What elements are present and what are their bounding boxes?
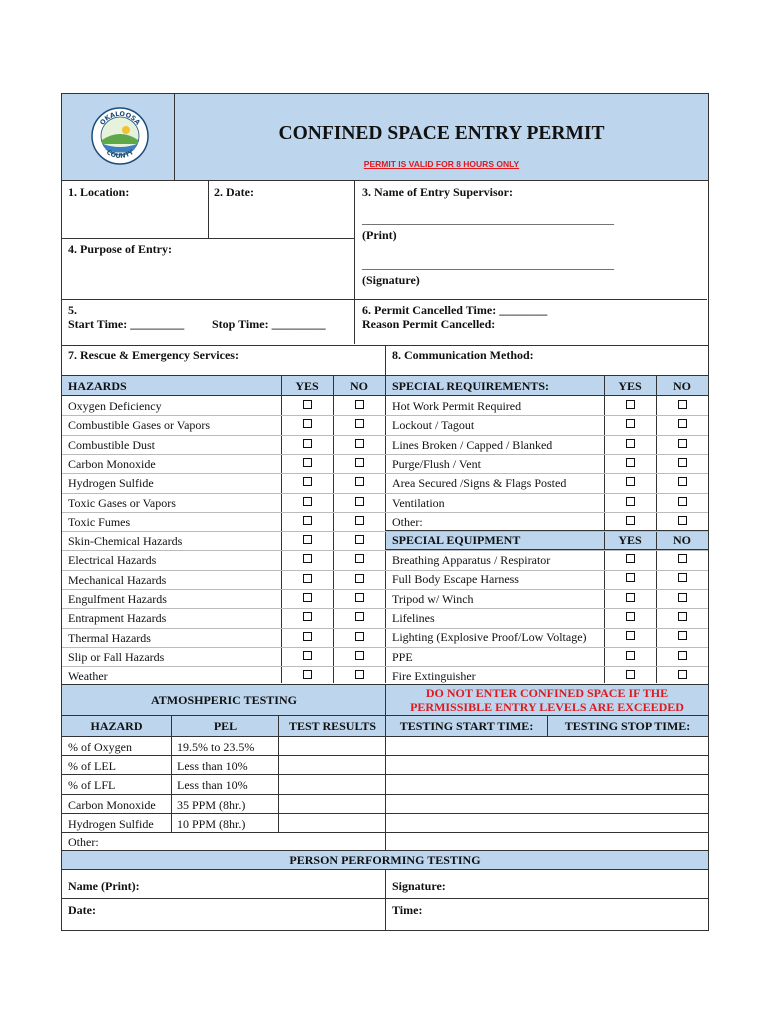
- divider: [354, 181, 355, 344]
- row-line: [62, 512, 708, 513]
- hazard-yes-checkbox[interactable]: [303, 458, 312, 467]
- svg-text:OKALOOSA: OKALOOSA: [98, 109, 142, 127]
- requirement-item-label: Hot Work Permit Required: [392, 399, 522, 413]
- hazard-item-label: Slip or Fall Hazards: [68, 649, 165, 664]
- equipment-no-checkbox[interactable]: [678, 554, 687, 563]
- hazard-item-label: Engulfment Hazards: [68, 592, 167, 606]
- equipment-no-checkbox[interactable]: [678, 573, 687, 582]
- hazard-no-checkbox[interactable]: [355, 554, 364, 563]
- equipment-item-label: PPE: [392, 649, 413, 664]
- services-row: [61, 345, 709, 376]
- equipment-yes-checkbox[interactable]: [626, 670, 635, 679]
- requirement-yes-checkbox[interactable]: [626, 497, 635, 506]
- requirement-item-label: Lockout / Tagout: [392, 418, 475, 433]
- hazard-item-label: Thermal Hazards: [68, 630, 151, 645]
- divider: [208, 181, 209, 239]
- communication-method-field[interactable]: 8. Communication Method:: [392, 348, 534, 362]
- divider: [656, 376, 657, 683]
- requirement-yes-checkbox[interactable]: [626, 516, 635, 525]
- hazard-yes-checkbox[interactable]: [303, 516, 312, 525]
- hazard-no-checkbox[interactable]: [355, 651, 364, 660]
- page-title: CONFINED SPACE ENTRY PERMIT: [278, 123, 605, 144]
- hazard-no-checkbox[interactable]: [355, 612, 364, 621]
- equipment-yes-checkbox[interactable]: [626, 651, 635, 660]
- hazard-yes-checkbox[interactable]: [303, 497, 312, 506]
- requirement-no-checkbox[interactable]: [678, 439, 687, 448]
- hazard-item-label: Oxygen Deficiency: [68, 399, 162, 413]
- stop-time-field[interactable]: Stop Time: _________: [212, 317, 326, 331]
- permit-cancelled-time-field[interactable]: 6. Permit Cancelled Time: ________: [362, 303, 548, 317]
- atmospheric-testing: [61, 684, 709, 851]
- divider: [604, 376, 605, 683]
- row-line: [62, 473, 708, 474]
- hazard-yes-checkbox[interactable]: [303, 651, 312, 660]
- hazard-item-label: Mechanical Hazards: [68, 572, 167, 587]
- hazards-heading: HAZARDS: [68, 379, 127, 393]
- row-line: [62, 454, 708, 455]
- row-line: [62, 570, 708, 571]
- row-line: [62, 415, 708, 416]
- atmospheric-pel-value: Less than 10%: [177, 759, 248, 774]
- atmospheric-pel-value: 10 PPM (8hr.): [177, 816, 246, 831]
- hazard-yes-checkbox[interactable]: [303, 419, 312, 428]
- hazard-no-checkbox[interactable]: [355, 632, 364, 641]
- equipment-no-heading: NO: [673, 533, 691, 547]
- requirement-item-label: Ventilation: [392, 495, 445, 510]
- start-time-field[interactable]: Start Time: _________: [68, 317, 185, 331]
- hazard-no-checkbox[interactable]: [355, 535, 364, 544]
- logo-cell: [62, 94, 175, 180]
- equipment-no-checkbox[interactable]: [678, 593, 687, 602]
- atmospheric-hazard-label: Hydrogen Sulfide: [68, 816, 154, 831]
- col-pel: PEL: [213, 719, 238, 733]
- atmospheric-pel-value: 19.5% to 23.5%: [177, 740, 255, 754]
- hazard-item-label: Weather: [68, 669, 108, 684]
- hazard-item-label: Electrical Hazards: [68, 553, 157, 568]
- divider: [62, 898, 708, 899]
- test-result-cell[interactable]: [279, 775, 385, 794]
- testing-time-cell[interactable]: [386, 775, 708, 794]
- print-label: (Print): [362, 228, 397, 242]
- equipment-no-checkbox[interactable]: [678, 612, 687, 621]
- requirement-item-label: Area Secured /Signs & Flags Posted: [392, 476, 567, 491]
- requirement-no-checkbox[interactable]: [678, 419, 687, 428]
- requirement-yes-checkbox[interactable]: [626, 477, 635, 486]
- rescue-services-field[interactable]: 7. Rescue & Emergency Services:: [68, 348, 239, 362]
- special-equipment-heading: SPECIAL EQUIPMENT: [392, 533, 521, 547]
- equipment-no-checkbox[interactable]: [678, 631, 687, 640]
- hazards-no-heading: NO: [350, 379, 368, 393]
- equipment-yes-checkbox[interactable]: [626, 554, 635, 563]
- entry-warning-line-2: PERMISSIBLE ENTRY LEVELS ARE EXCEEDED: [410, 700, 684, 714]
- requirement-no-checkbox[interactable]: [678, 497, 687, 506]
- testing-time-cell[interactable]: [386, 737, 708, 756]
- atmospheric-hazard-label: % of LEL: [68, 759, 116, 774]
- requirement-no-checkbox[interactable]: [678, 516, 687, 525]
- row-line: [62, 666, 708, 667]
- hazard-yes-checkbox[interactable]: [303, 632, 312, 641]
- equipment-item-label: Lifelines: [392, 610, 435, 625]
- row-line: [62, 550, 708, 551]
- row-line: [62, 493, 708, 494]
- atmospheric-other-field[interactable]: Other:: [68, 835, 99, 849]
- requirement-item-label: Purge/Flush / Vent: [392, 456, 481, 471]
- equipment-yes-checkbox[interactable]: [626, 631, 635, 640]
- requirement-no-checkbox[interactable]: [678, 400, 687, 409]
- row-line: [62, 608, 708, 609]
- county-seal-logo: [90, 106, 150, 166]
- tester-heading: PERSON PERFORMING TESTING: [289, 853, 481, 867]
- hazard-yes-checkbox[interactable]: [303, 670, 312, 679]
- tester-signature-field[interactable]: Signature:: [392, 879, 446, 893]
- requirement-yes-checkbox[interactable]: [626, 419, 635, 428]
- location-field[interactable]: 1. Location:: [68, 185, 130, 199]
- supervisor-signature-line[interactable]: __________________________________________: [362, 257, 614, 271]
- equipment-yes-checkbox[interactable]: [626, 593, 635, 602]
- atmospheric-hazard-label: % of LFL: [68, 778, 116, 793]
- hazard-no-checkbox[interactable]: [355, 497, 364, 506]
- requirement-item-label: Lines Broken / Capped / Blanked: [392, 437, 553, 452]
- testing-time-cell[interactable]: [386, 756, 708, 775]
- hazard-item-label: Entrapment Hazards: [68, 611, 167, 626]
- divider: [385, 376, 386, 683]
- tester-time-field[interactable]: Time:: [392, 903, 423, 917]
- date-field[interactable]: 2. Date:: [214, 185, 254, 199]
- row-line: [62, 628, 708, 629]
- hazard-yes-checkbox[interactable]: [303, 612, 312, 621]
- hazard-item-label: Combustible Dust: [68, 437, 156, 452]
- hazard-yes-checkbox[interactable]: [303, 400, 312, 409]
- test-result-cell[interactable]: [279, 756, 385, 775]
- entry-supervisor-label: 3. Name of Entry Supervisor:: [362, 185, 513, 199]
- hazard-yes-checkbox[interactable]: [303, 477, 312, 486]
- row-line: [62, 531, 708, 532]
- requirement-yes-checkbox[interactable]: [626, 400, 635, 409]
- general-info: [61, 181, 709, 346]
- entry-warning-line-1: DO NOT ENTER CONFINED SPACE IF THE: [425, 686, 669, 700]
- hazard-no-checkbox[interactable]: [355, 516, 364, 525]
- atmospheric-pel-value: 35 PPM (8hr.): [177, 797, 246, 812]
- equipment-item-label: Full Body Escape Harness: [392, 572, 519, 587]
- divider: [333, 376, 334, 683]
- requirement-yes-checkbox[interactable]: [626, 458, 635, 467]
- hazard-yes-checkbox[interactable]: [303, 554, 312, 563]
- hazard-item-label: Toxic Gases or Vapors: [68, 495, 176, 510]
- row-line: [62, 589, 708, 590]
- atmospheric-heading: ATMOSHPERIC TESTING: [151, 693, 297, 707]
- hazard-no-checkbox[interactable]: [355, 477, 364, 486]
- divider: [385, 346, 386, 375]
- requirement-no-checkbox[interactable]: [678, 458, 687, 467]
- signature-label: (Signature): [362, 273, 420, 287]
- atmospheric-hazard-label: % of Oxygen: [68, 740, 132, 754]
- hazard-yes-checkbox[interactable]: [303, 535, 312, 544]
- divider: [281, 376, 282, 683]
- equipment-yes-checkbox[interactable]: [626, 573, 635, 582]
- supervisor-print-line[interactable]: __________________________________________: [362, 212, 614, 226]
- col-testing-start-time: TESTING START TIME:: [399, 719, 534, 733]
- divider: [547, 716, 548, 737]
- requirements-yes-heading: YES: [618, 379, 642, 393]
- col-testing-stop-time: TESTING STOP TIME:: [564, 719, 691, 733]
- purpose-of-entry-field[interactable]: 4. Purpose of Entry:: [68, 242, 172, 256]
- hazard-yes-checkbox[interactable]: [303, 593, 312, 602]
- atmospheric-pel-value: Less than 10%: [177, 778, 248, 793]
- hazard-no-checkbox[interactable]: [355, 419, 364, 428]
- hazard-item-label: Hydrogen Sulfide: [68, 476, 154, 491]
- validity-notice: PERMIT IS VALID FOR 8 HOURS ONLY: [363, 159, 520, 169]
- divider: [62, 299, 707, 300]
- divider: [385, 870, 386, 930]
- hazard-no-checkbox[interactable]: [355, 574, 364, 583]
- equipment-item-label: Tripod w/ Winch: [392, 591, 474, 606]
- requirement-item-label: Other:: [392, 514, 423, 529]
- atmospheric-hazard-label: Carbon Monoxide: [68, 797, 156, 812]
- row-line: [62, 647, 708, 648]
- divider: [62, 238, 355, 239]
- requirements-no-heading: NO: [673, 379, 691, 393]
- tester-date-field[interactable]: Date:: [68, 903, 96, 917]
- hazard-item-label: Combustible Gases or Vapors: [68, 418, 211, 433]
- permit-header: [61, 93, 709, 181]
- testing-time-cell[interactable]: [386, 795, 708, 814]
- test-result-cell[interactable]: [279, 737, 385, 756]
- equipment-item-label: Fire Extinguisher: [392, 668, 476, 683]
- hazard-item-label: Carbon Monoxide: [68, 456, 156, 471]
- col-hazard: HAZARD: [90, 719, 143, 733]
- hazards-yes-heading: YES: [295, 379, 319, 393]
- test-result-cell[interactable]: [279, 795, 385, 814]
- hazard-no-checkbox[interactable]: [355, 670, 364, 679]
- hazard-yes-checkbox[interactable]: [303, 439, 312, 448]
- tester-section: [61, 850, 709, 931]
- item-5-label: 5.: [68, 303, 77, 317]
- hazard-no-checkbox[interactable]: [355, 439, 364, 448]
- hazard-no-checkbox[interactable]: [355, 400, 364, 409]
- hazard-item-label: Skin-Chemical Hazards: [68, 534, 183, 549]
- hazard-table: [61, 376, 709, 685]
- col-test-results: TEST RESULTS: [288, 719, 377, 733]
- equipment-no-checkbox[interactable]: [678, 670, 687, 679]
- reason-cancelled-field[interactable]: Reason Permit Cancelled:: [362, 317, 496, 331]
- tester-name-field[interactable]: Name (Print):: [68, 879, 140, 893]
- hazard-yes-checkbox[interactable]: [303, 574, 312, 583]
- hazard-no-checkbox[interactable]: [355, 458, 364, 467]
- hazard-no-checkbox[interactable]: [355, 593, 364, 602]
- svg-text:COUNTY: COUNTY: [104, 148, 136, 161]
- testing-time-cell[interactable]: [386, 814, 708, 833]
- hazard-item-label: Toxic Fumes: [68, 514, 131, 529]
- special-requirements-heading: SPECIAL REQUIREMENTS:: [392, 379, 550, 393]
- row-line: [62, 435, 708, 436]
- equipment-item-label: Lighting (Explosive Proof/Low Voltage): [392, 630, 587, 645]
- equipment-no-checkbox[interactable]: [678, 651, 687, 660]
- equipment-item-label: Breathing Apparatus / Respirator: [392, 553, 551, 567]
- equipment-yes-heading: YES: [618, 533, 642, 547]
- requirement-yes-checkbox[interactable]: [626, 439, 635, 448]
- test-result-cell[interactable]: [279, 814, 385, 833]
- requirement-no-checkbox[interactable]: [678, 477, 687, 486]
- equipment-yes-checkbox[interactable]: [626, 612, 635, 621]
